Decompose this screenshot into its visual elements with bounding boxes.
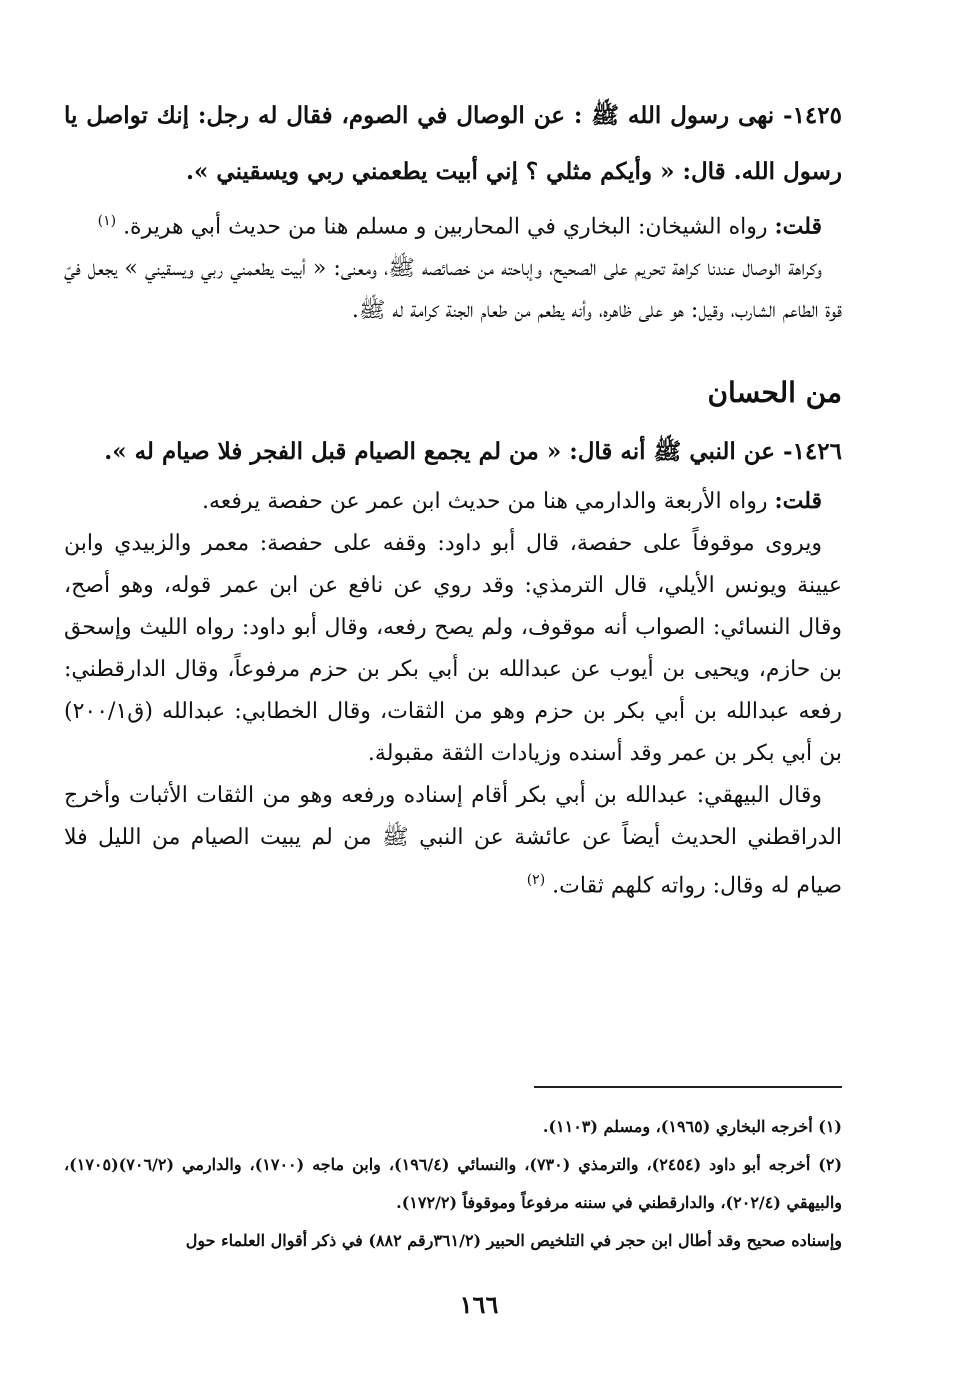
note-1426-p2: ويروى موقوفاً على حفصة، قال أبو داود: وقفه على حفصة: معمر والزبيدي وابن عيينة ويونس الأيلي، قال الترمذي: وقد روي عن نافع عن ابن عمر قوله، وهو أصح، وقال النسائي: الصواب أنه موقوف، ولم يصح رفعه، وقال أبو داود: رواه الليث وإسحق بن حازم، ويحيى بن أيوب عن عبدالله بن أبي بكر بن حزم مرفوعاً، وقال الدارقطني: رفعه عبدالله بن أبي بكر بن حزم وهو من الثقات، وقال الخطابي: عبدالله (ق٢٠٠/١) بن أبي بكر بن عمر وقد أسنده وزيادات الثقة مقبولة. — [64, 531, 842, 767]
note-text: وقال البيهقي: عبدالله بن أبي بكر أقام إسناده ورفعه وهو من الثقات الأثبات وأخرج الدراقطني الحديث أيضاً عن عائشة عن النبي ﷺ من لم يبيت الصيام من الليل فلا صيام له وقال: رواته كلهم ثقات. — [64, 783, 842, 899]
note-1426-p1 — [64, 480, 842, 523]
hadith-1425: ١٤٢٥- نهى رسول الله ﷺ : عن الوصال في الصوم، فقال له رجل: إنك تواصل يا رسول الله. قال: « وأيكم مثلي ؟ إني أبيت يطعمني ربي ويسقيني ». — [64, 102, 842, 185]
page-number: ١٦٦ — [459, 1290, 499, 1319]
section-heading: من الحسان — [707, 376, 842, 410]
qult-label: قلت: — [774, 488, 822, 515]
note-1425-p2: وكراهة الوصال عندنا كراهة تحريم على الصحيح، وإباحته من خصائصه ﷺ، ومعنى: « أبيت يطعمني ربي ويسقيني » يجعل فيّ قوة الطاعم الشارب، وقيل: هو على ظاهره، وأنه يطعم من طعام الجنة كرامة له ﷺ. — [64, 256, 842, 324]
note-text: رواه الأربعة والدارمي هنا من حديث ابن عمر عن حفصة يرفعه. — [202, 489, 768, 515]
footnotes — [64, 1108, 842, 1260]
footnote-1: (١) أخرجه البخاري (١٩٦٥)، ومسلم (١١٠٣). — [542, 1117, 842, 1136]
page-body — [64, 88, 842, 908]
hadith-1426: ١٤٢٦- عن النبي ﷺ أنه قال: « من لم يجمع الصيام قبل الفجر فلا صيام له ». — [104, 438, 842, 466]
note-1426-p3 — [64, 775, 842, 907]
footnote-2: (٢) أخرجه أبو داود (٢٤٥٤)، والترمذي (٧٣٠)، والنسائي (١٩٦/٤)، وابن ماجه (١٧٠٠)، والدارمي (٧٠٦/٢)(١٧٠٥)، والبيهقي (٢٠٢/٤)، والدارقطني في سننه مرفوعاً وموقوفاً (١٧٢/٢). — [64, 1155, 843, 1212]
footnote-ref-2[interactable]: (٢) — [526, 872, 546, 889]
footnote-3: وإسناده صحيح وقد أطال ابن حجر في التلخيص الحبير (٣٦١/٢رقم ٨٨٢) في ذكر أقوال العلماء حول — [185, 1231, 842, 1250]
footnote-ref-1[interactable]: (١) — [97, 213, 117, 229]
qult-label: قلت: — [774, 213, 822, 240]
note-1425-p1 — [64, 200, 842, 248]
footnote-divider — [534, 1086, 842, 1088]
note-text: رواه الشيخان: البخاري في المحاربين و مسلم هنا من حديث أبي هريرة. — [123, 214, 768, 240]
